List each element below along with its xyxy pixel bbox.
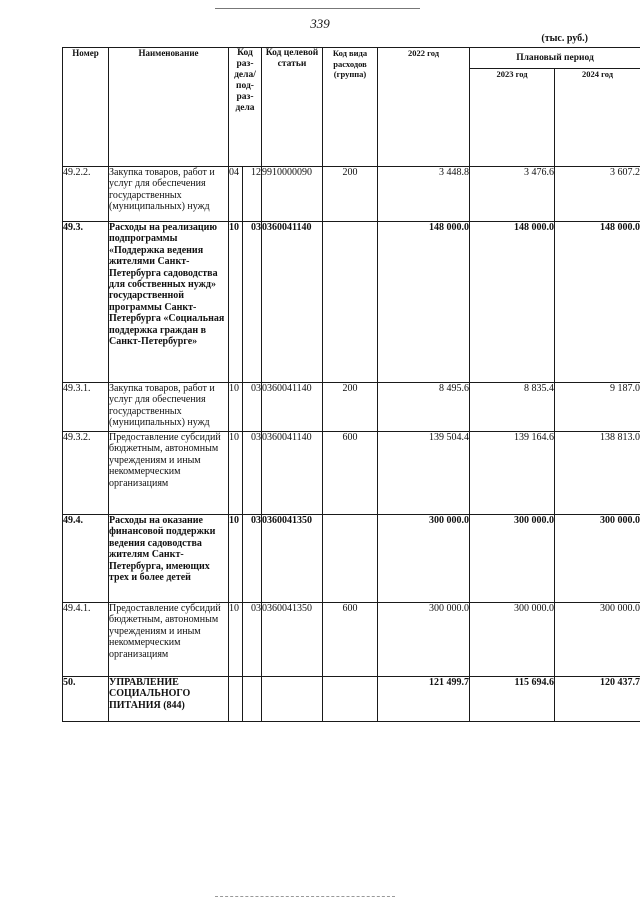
row-name: Предоставление субсидий бюджетным, автономным учреждениям и иным некоммерческим организациям (109, 603, 229, 677)
row-vid: 600 (323, 603, 378, 677)
row-csr: 9910000090 (262, 167, 323, 222)
row-csr: 0360041350 (262, 603, 323, 677)
row-2024: 138 813.0 (555, 432, 640, 515)
row-csr: 0360041140 (262, 222, 323, 383)
row-podrazdel: 03 (243, 383, 262, 432)
row-csr: 0360041140 (262, 383, 323, 432)
row-2024: 300 000.0 (555, 515, 640, 603)
row-number: 50. (63, 677, 109, 722)
row-podrazdel: 03 (243, 603, 262, 677)
row-razdel: 04 (229, 167, 243, 222)
header-csr: Код целевой статьи (262, 48, 323, 167)
row-number: 49.3. (63, 222, 109, 383)
row-razdel: 10 (229, 515, 243, 603)
row-podrazdel: 12 (243, 167, 262, 222)
row-2022: 148 000.0 (378, 222, 470, 383)
row-razdel: 10 (229, 383, 243, 432)
row-2022: 300 000.0 (378, 515, 470, 603)
header-vid: Код вида расходов (группа) (323, 48, 378, 167)
row-podrazdel (243, 677, 262, 722)
row-2023: 148 000.0 (470, 222, 555, 383)
page-number: 339 (310, 16, 330, 31)
row-razdel (229, 677, 243, 722)
row-2024: 148 000.0 (555, 222, 640, 383)
table-row (63, 383, 640, 432)
table-row (63, 167, 640, 222)
row-name: Расходы на реализацию подпрограммы «Поддержка ведения жителями Санкт-Петербурга садоводства для собственных нужд» государственной программы Санкт-Петербурга «Социальная поддержка граждан в Санкт-Петербурге» (109, 222, 229, 383)
row-razdel: 10 (229, 432, 243, 515)
table-row (63, 432, 640, 515)
row-2024: 9 187.0 (555, 383, 640, 432)
row-csr: 0360041140 (262, 432, 323, 515)
row-csr (262, 677, 323, 722)
row-vid: 200 (323, 167, 378, 222)
row-name: Закупка товаров, работ и услуг для обеспечения государственных (муниципальных) нужд (109, 167, 229, 222)
row-podrazdel: 03 (243, 432, 262, 515)
row-vid (323, 677, 378, 722)
header-number: Номер (63, 48, 109, 167)
row-vid (323, 222, 378, 383)
row-name: Расходы на оказание финансовой поддержки ведения садоводства жителям Санкт-Петербурга, имеющих трех и более детей (109, 515, 229, 603)
units-label: (тыс. руб.) (541, 33, 588, 44)
header-razdel: Код раз-дела/ под-раз-дела (229, 48, 262, 167)
row-razdel: 10 (229, 603, 243, 677)
row-name: Предоставление субсидий бюджетным, автономным учреждениям и иным некоммерческим организациям (109, 432, 229, 515)
row-2023: 3 476.6 (470, 167, 555, 222)
row-2024: 300 000.0 (555, 603, 640, 677)
table-row (63, 515, 640, 603)
row-2022: 139 504.4 (378, 432, 470, 515)
row-name: УПРАВЛЕНИЕ СОЦИАЛЬНОГО ПИТАНИЯ (844) (109, 677, 229, 722)
table-row (63, 222, 640, 383)
row-vid: 600 (323, 432, 378, 515)
top-rule (215, 8, 420, 9)
table-body (63, 167, 640, 722)
budget-table (62, 47, 640, 722)
row-number: 49.4.1. (63, 603, 109, 677)
header-name: Наименование (109, 48, 229, 167)
row-vid (323, 515, 378, 603)
bottom-rule (215, 896, 395, 897)
row-number: 49.2.2. (63, 167, 109, 222)
row-2024: 120 437.7 (555, 677, 640, 722)
row-2023: 8 835.4 (470, 383, 555, 432)
header-plan-period: Плановый период (470, 48, 640, 69)
header-2024: 2024 год (555, 69, 640, 167)
table-row (63, 603, 640, 677)
row-number: 49.4. (63, 515, 109, 603)
row-podrazdel: 03 (243, 515, 262, 603)
row-2023: 139 164.6 (470, 432, 555, 515)
table-row (63, 677, 640, 722)
row-podrazdel: 03 (243, 222, 262, 383)
header-2023: 2023 год (470, 69, 555, 167)
row-2024: 3 607.2 (555, 167, 640, 222)
row-2022: 300 000.0 (378, 603, 470, 677)
row-number: 49.3.2. (63, 432, 109, 515)
row-name: Закупка товаров, работ и услуг для обеспечения государственных (муниципальных) нужд (109, 383, 229, 432)
row-vid: 200 (323, 383, 378, 432)
row-2022: 121 499.7 (378, 677, 470, 722)
row-2022: 8 495.6 (378, 383, 470, 432)
row-2022: 3 448.8 (378, 167, 470, 222)
row-2023: 115 694.6 (470, 677, 555, 722)
row-2023: 300 000.0 (470, 603, 555, 677)
row-csr: 0360041350 (262, 515, 323, 603)
row-razdel: 10 (229, 222, 243, 383)
row-number: 49.3.1. (63, 383, 109, 432)
row-2023: 300 000.0 (470, 515, 555, 603)
header-2022: 2022 год (378, 48, 470, 167)
